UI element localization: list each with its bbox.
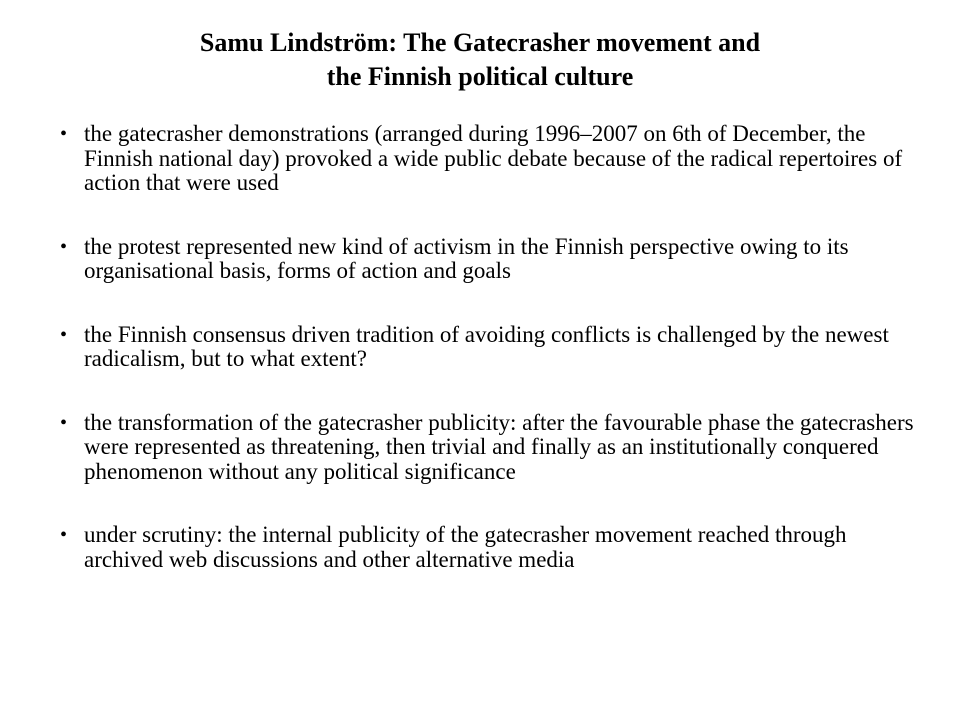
bullet-text-1: the gatecrasher demonstrations (arranged during 1996–2007 on 6th of December, the Finnish national day) provoked a wide public debate because of the radical repertoires of action that were used: [84, 121, 903, 195]
slide-title-line-2: the Finnish political culture: [326, 62, 634, 91]
slide-title: [60, 26, 900, 94]
bullet-item-1: [60, 122, 920, 196]
bullet-item-5: [60, 523, 920, 572]
bullet-dot-icon: •: [60, 123, 68, 145]
bullet-text-4: the transformation of the gatecrasher publicity: after the favourable phase the gatecrashers were represented as threatening, then trivial and finally as an institutionally conquered phenomenon without any political significance: [84, 409, 914, 484]
bullet-dot-icon: •: [60, 524, 68, 546]
bullet-item-3: [60, 323, 920, 372]
bullet-item-4: [60, 411, 920, 485]
bullet-text-2: the protest represented new kind of activism in the Finnish perspective owing to its organisational basis, forms of action and goals: [84, 233, 849, 283]
bullet-list: [60, 122, 920, 611]
bullet-text-3: the Finnish consensus driven tradition of avoiding conflicts is challenged by the newest radicalism, but to what extent?: [84, 321, 889, 371]
bullet-item-2: [60, 235, 920, 284]
bullet-text-5: under scrutiny: the internal publicity of the gatecrasher movement reached through archived web discussions and other alternative media: [84, 522, 847, 572]
bullet-dot-icon: •: [60, 235, 68, 258]
slide-title-line-1: Samu Lindström: The Gatecrasher movement and: [199, 28, 761, 57]
bullet-dot-icon: •: [60, 411, 68, 434]
bullet-dot-icon: •: [60, 323, 68, 346]
